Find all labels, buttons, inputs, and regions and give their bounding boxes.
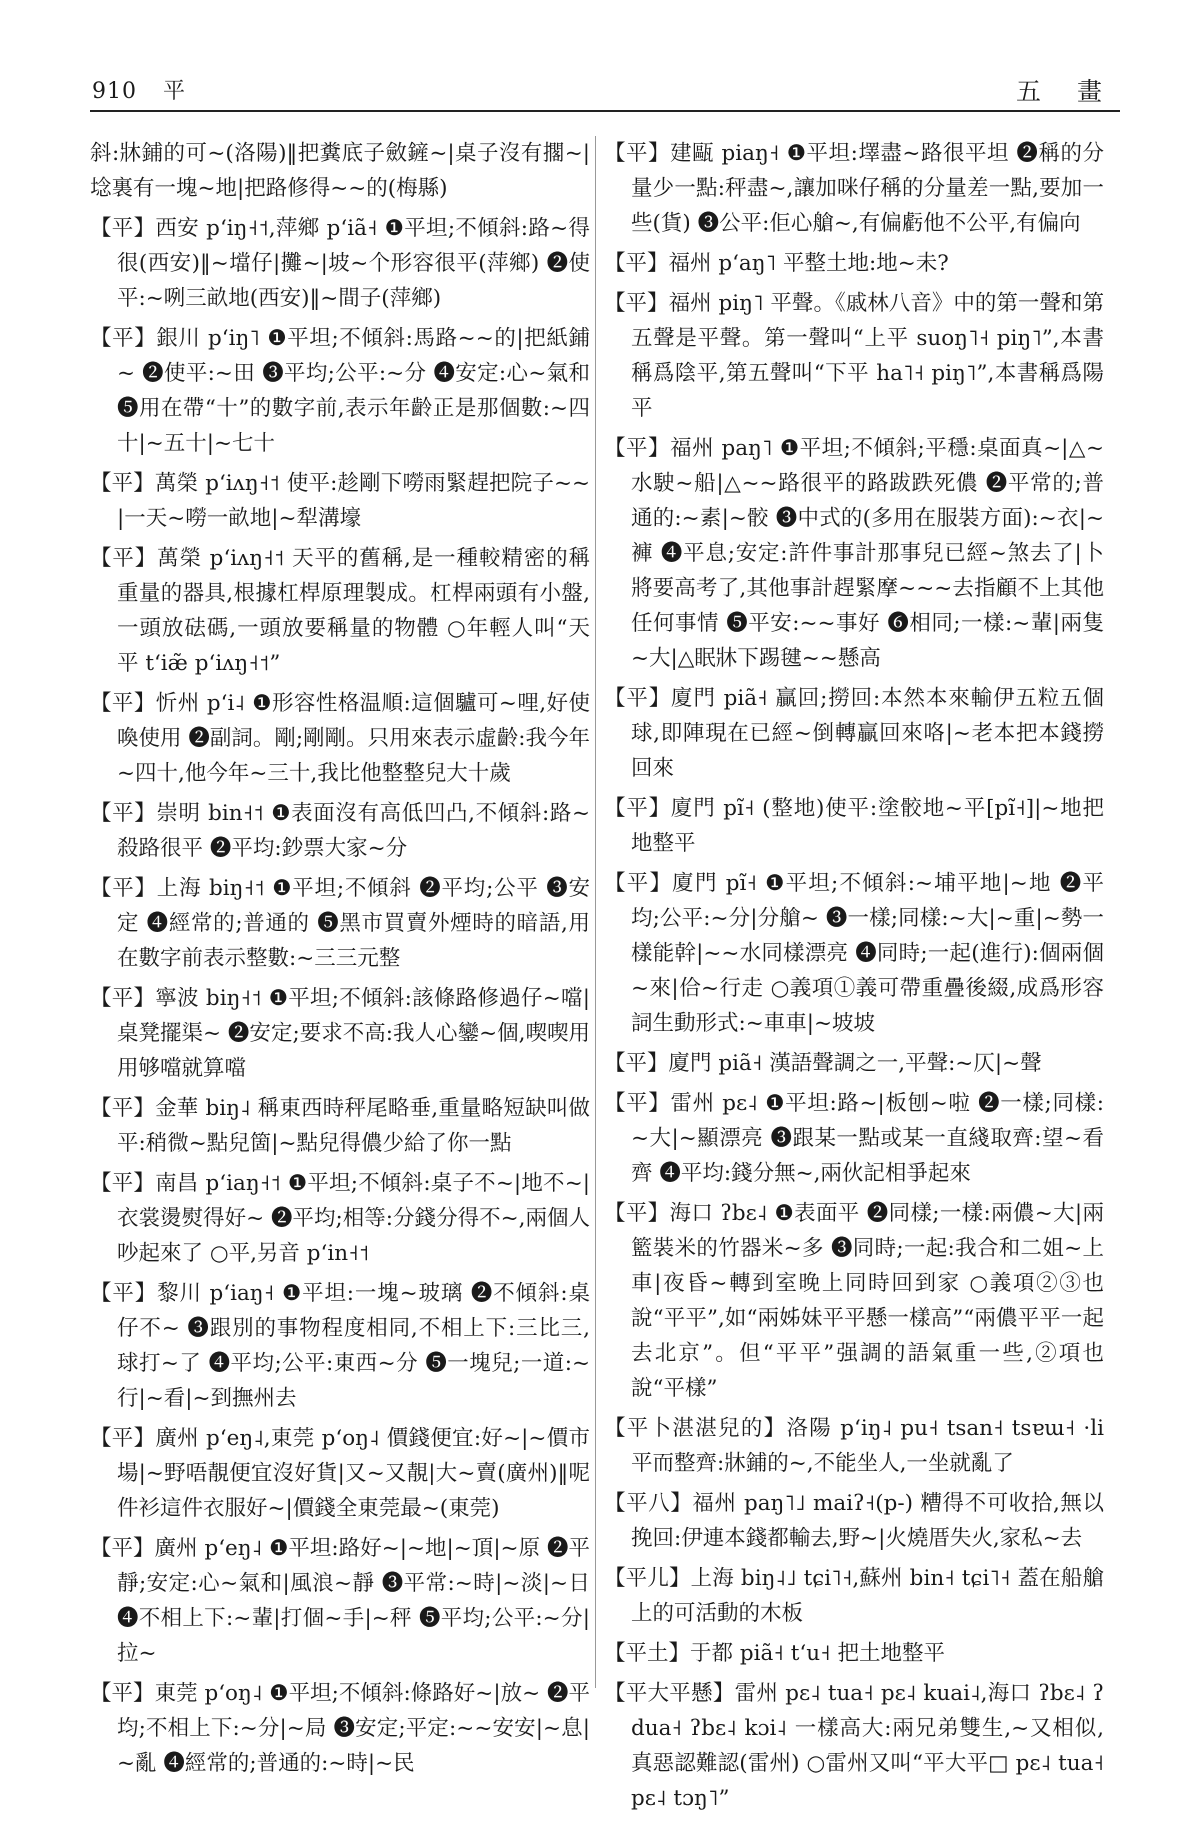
dictionary-entry: 【平】崇明 bin˧˦ ❶表面沒有高低凹凸,不傾斜:路~殺路很平 ❷平均:鈔票大家~分: [90, 801, 590, 861]
dictionary-entry: 【平】廈門 pĩ˧ (整地)使平:塗骹地~平[pĩ˧]|~地把地整平: [604, 796, 1104, 856]
dictionary-entry: 【平】廈門 piã˧ 漢語聲調之一,平聲:~仄|~聲: [604, 1051, 1042, 1076]
dictionary-entry: 【平】東莞 pʻoŋ˨ ❶平坦;不傾斜:條路好~|放~ ❷平均;不相上下:~分|~局 ❸安定;平定:~~安安|~息|~亂 ❹經常的;普通的:~時|~民: [90, 1681, 590, 1776]
dictionary-entry: 【平】忻州 pʻi˨ ❶形容性格温順:這個驢可~哩,好使喚使用 ❷副詞。剛;剛剛。只用來表示虛齡:我今年~四十,他今年~三十,我比他整整兒大十歲: [90, 691, 590, 786]
dictionary-entry: 【平卜湛湛兒的】洛陽 pʻiŋ˨ pu˧ tsan˧ tsɐɯ˧ ·li 平而整齊:牀鋪的~,不能坐人,一坐就亂了: [604, 1416, 1104, 1476]
dictionary-entry: 【平儿】上海 biŋ˨˩ tɕi˥˧,蘇州 bin˧ tɕi˥˧ 蓋在船艙上的可活動的木板: [604, 1566, 1104, 1626]
header-radical: 平: [163, 79, 187, 104]
page-number: 910: [92, 79, 137, 104]
dictionary-entry: 【平】福州 pʻaŋ˥ 平整土地:地~未?: [604, 251, 949, 276]
page-header: [90, 72, 1120, 112]
dictionary-entry: 【平】廈門 piã˧ 贏回;撈回:本然本來輸伊五粒五個球,即陣現在已經~倒轉贏回來咯|~老本把本錢撈回來: [604, 686, 1104, 781]
dictionary-entry: 【平】萬榮 pʻiʌŋ˧˦ 天平的舊稱,是一種較精密的稱重量的器具,根據杠桿原理製成。杠桿兩頭有小盤,一頭放砝碼,一頭放要稱量的物體 ○年輕人叫“天平 tʻiæ̃ pʻiʌŋ˧˦”: [90, 546, 590, 676]
dictionary-entry: 【平】萬榮 pʻiʌŋ˧˦ 使平:趁剛下嘮雨緊趕把院子~~|一天~嘮一畝地|~犁溝壕: [90, 471, 590, 531]
column-divider: [595, 136, 596, 1688]
dictionary-entry: 【平】黎川 pʻiaŋ˧ ❶平坦:一塊~玻璃 ❷不傾斜:桌仔不~ ❸跟別的事物程度相同,不相上下:三比三,球打~了 ❹平均;公平:東西~分 ❺一塊兒;一道:~行|~看|~到撫州去: [90, 1281, 590, 1411]
dictionary-entry: 【平大平懸】雷州 pɛ˨ tua˧ pɛ˨ kuai˨,海口 ʔbɛ˨ ʔdua˧ ʔbɛ˨ kɔi˨ 一樣高大:兩兄弟雙生,~又相似,真惡認難認(雷州) ○雷州又叫“平大平□ pɛ˨ tua˧ pɛ˨ tɔŋ˥”: [604, 1681, 1104, 1811]
dictionary-entry: 【平】海口 ʔbɛ˨ ❶表面平 ❷同樣;一樣:兩儂~大|兩籃裝米的竹器米~多 ❸同時;一起:我合和二姐~上車|夜昏~轉到室晚上同時回到家 ○義項②③也說“平平”,如“兩姊妹平平懸一樣高”“兩儂平平一起去北京”。但“平平”强調的語氣重一些,②項也說“平樣”: [604, 1201, 1104, 1401]
dictionary-entry: 【平】雷州 pɛ˨ ❶平坦:路~|板刨~啦 ❷一樣;同樣:~大|~顯漂亮 ❸跟某一點或某一直綫取齊:望~看齊 ❹平均:錢分無~,兩伙記相爭起來: [604, 1091, 1104, 1186]
dictionary-entry: 【平】廈門 pĩ˧ ❶平坦;不傾斜:~埔平地|~地 ❷平均;公平:~分|分艙~ ❸一樣;同樣:~大|~重|~勢一樣能幹|~~水同樣漂亮 ❹同時;一起(進行):個兩個~來|佮~行走 ○義項①義可帶重疊後綴,成爲形容詞生動形式:~車車|~坡坡: [604, 871, 1104, 1036]
dictionary-entry: 【平】廣州 pʻeŋ˨,東莞 pʻoŋ˨ 價錢便宜:好~|~價市場|~野唔靚便宜沒好貨|又~又靚|大~賣(廣州)‖呢件衫這件衣服好~|價錢全東莞最~(東莞): [90, 1426, 590, 1521]
dictionary-entry: 【平八】福州 paŋ˥˩ maiʔ˧(p-) 糟得不可收拾,無以挽回:伊連本錢都輸去,野~|火燒厝失火,家私~去: [604, 1491, 1104, 1551]
dictionary-entry: 【平】西安 pʻiŋ˧˦,萍鄉 pʻiã˧ ❶平坦;不傾斜:路~得很(西安)‖~壋仔|攤~|坡~个形容很平(萍鄉) ❷使平:~咧三畝地(西安)‖~間子(萍鄉): [90, 216, 590, 311]
dictionary-entry: 【平】銀川 pʻiŋ˥ ❶平坦;不傾斜:馬路~~的|把紙鋪~ ❷使平:~田 ❸平均;公平:~分 ❹安定:心~氣和 ❺用在帶“十”的數字前,表示年齡正是那個數:~四十|~五十|~七十: [90, 326, 590, 456]
dictionary-entry: 【平土】于都 piã˧ tʻu˧ 把土地整平: [604, 1641, 945, 1666]
right-column: [604, 136, 1104, 1821]
dictionary-entry: 【平】金華 biŋ˨ 稱東西時秤尾略垂,重量略短缺叫做平:稍微~點兒箇|~點兒得儂少給了你一點: [90, 1096, 590, 1156]
dictionary-entry: 【平】廣州 pʻeŋ˨ ❶平坦:路好~|~地|~頂|~原 ❷平靜;安定:心~氣和|風浪~靜 ❸平常:~時|~淡|~日 ❹不相上下:~輩|打個~手|~秤 ❺平均;公平:~分|拉~: [90, 1536, 590, 1666]
left-column: [90, 136, 590, 1786]
dictionary-entry: 【平】建甌 piaŋ˧ ❶平坦:墿盡~路很平坦 ❷稱的分量少一點:秤盡~,讓加咪仔稱的分量差一點,要加一些(貨) ❸公平:佢心艙~,有偏虧他不公平,有偏向: [604, 141, 1104, 236]
dictionary-entry: 【平】福州 paŋ˥ ❶平坦;不傾斜;平穩:桌面真~|△~水駛~船|△~~路很平的路跋跌死儂 ❷平常的;普通的:~素|~骹 ❸中式的(多用在服裝方面):~衣|~褲 ❹平息;安定:許件事計那事兒已經~煞去了|卜將要高考了,其他事計趕緊摩~~~去指顧不上其他任何事情 ❺平安:~~事好 ❻相同;一樣:~輩|兩隻~大|△眠牀下踢毽~~懸高: [604, 436, 1104, 671]
dictionary-entry: 【平】南昌 pʻiaŋ˧˦ ❶平坦;不傾斜:桌子不~|地不~|衣裳燙熨得好~ ❷平均;相等:分錢分得不~,兩個人吵起來了 ○平,另音 pʻin˧˦: [90, 1171, 590, 1266]
dictionary-entry: 【平】福州 piŋ˥ 平聲。《戚林八音》中的第一聲和第五聲是平聲。第一聲叫“上平 suoŋ˥˧ piŋ˥”,本書稱爲陰平,第五聲叫“下平 ha˥˧ piŋ˥”,本書稱爲陽平: [604, 291, 1104, 421]
dictionary-entry: 【平】上海 biŋ˧˦ ❶平坦;不傾斜 ❷平均;公平 ❸安定 ❹經常的;普通的 ❺黑市買賣外煙時的暗語,用在數字前表示整數:~三三元整: [90, 876, 590, 971]
stroke-section-label: 五 畫: [1016, 77, 1116, 106]
dictionary-entry: 【平】寧波 biŋ˧˦ ❶平坦;不傾斜:該條路修過仔~噹|桌凳擺渠~ ❷安定;要求不高:我人心鑾~個,喫喫用用够噹就算噹: [90, 986, 590, 1081]
header-left: [92, 74, 186, 105]
dictionary-entry: 斜:牀鋪的可~(洛陽)‖把糞底子斂鏟~|桌子沒有擱~|埝裏有一塊~地|把路修得~~的(梅縣): [90, 141, 590, 201]
